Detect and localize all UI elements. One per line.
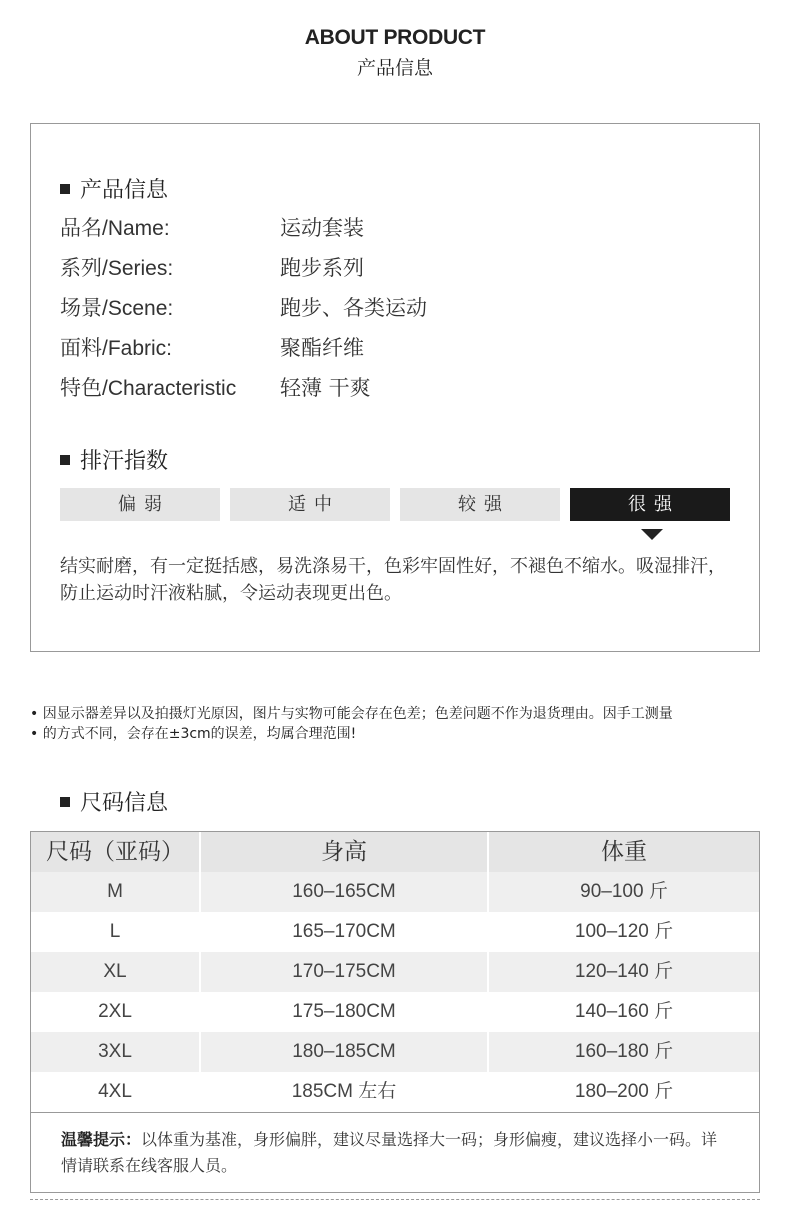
cell-weight: 140–160 斤	[574, 1001, 674, 1022]
info-key: 场景/Scene:	[60, 297, 174, 320]
product-info-card	[30, 123, 760, 652]
table-row	[31, 1032, 759, 1072]
tip-text: 以体重为基准，身形偏胖，建议尽量选择大一码；身形偏瘦，建议选择小一码。详情请联系在线客服人员。	[61, 1130, 718, 1175]
dashed-divider	[30, 1199, 760, 1200]
table-row	[31, 992, 759, 1032]
cell-height: 160–165CM	[201, 872, 489, 912]
cell-height: 170–175CM	[201, 952, 489, 992]
product-info-heading-text: 产品信息	[80, 178, 169, 203]
size-info-heading	[60, 786, 168, 817]
cell-size: 2XL	[31, 992, 201, 1032]
cell-height: 185CM 左右	[201, 1072, 489, 1112]
tip-label: 温馨提示：	[61, 1130, 142, 1149]
product-info-heading	[60, 173, 168, 204]
header-weight: 体重	[601, 839, 647, 865]
table-row	[31, 952, 759, 992]
cell-size: M	[31, 872, 201, 912]
scale-level-weak: 偏弱	[60, 488, 220, 521]
cell-size: XL	[31, 952, 201, 992]
header-size: 尺码（亚码）	[31, 832, 201, 872]
size-table	[30, 831, 760, 1193]
scale-level-very-strong: 很强	[570, 488, 730, 521]
size-table-header	[31, 832, 759, 872]
square-bullet-icon	[60, 797, 70, 807]
size-tip	[31, 1112, 759, 1192]
cell-weight: 100–120 斤	[574, 921, 674, 942]
sweat-index-heading	[60, 444, 168, 475]
table-row	[31, 912, 759, 952]
info-value: 跑步系列	[280, 256, 364, 280]
info-value: 聚酯纤维	[280, 336, 364, 360]
cell-weight: 180–200 斤	[574, 1081, 674, 1102]
table-row	[31, 872, 759, 912]
header-height: 身高	[201, 832, 489, 872]
triangle-down-icon	[641, 529, 663, 540]
cell-height: 180–185CM	[201, 1032, 489, 1072]
size-info-heading-text: 尺码信息	[80, 791, 169, 816]
cell-size: 4XL	[31, 1072, 201, 1112]
info-key: 面料/Fabric:	[60, 337, 173, 360]
info-key: 特色/Characteristic	[60, 377, 237, 400]
disclaimer-line-1: • 因显示器差异以及拍摄灯光原因，图片与实物可能会存在色差；色差问题不作为退货理由。因手工测量	[30, 706, 673, 722]
header-title-cn: 产品信息	[356, 57, 433, 79]
info-key: 品名/Name:	[60, 217, 170, 240]
info-value: 运动套装	[280, 216, 364, 240]
sweat-index-heading-text: 排汗指数	[80, 449, 169, 474]
cell-size: L	[31, 912, 201, 952]
cell-weight: 120–140 斤	[574, 961, 674, 982]
cell-weight: 160–180 斤	[574, 1041, 674, 1062]
cell-height: 175–180CM	[201, 992, 489, 1032]
square-bullet-icon	[60, 455, 70, 465]
scale-level-medium: 适中	[230, 488, 390, 521]
info-key: 系列/Series:	[60, 257, 174, 280]
table-row	[31, 1072, 759, 1112]
sweat-description: 结实耐磨，有一定挺括感，易洗涤易干，色彩牢固性好，不褪色不缩水。吸湿排汗，防止运动时汗液粘腻，令运动表现更出色。	[60, 556, 726, 604]
cell-size: 3XL	[31, 1032, 201, 1072]
info-value: 轻薄 干爽	[280, 376, 371, 400]
info-value: 跑步、各类运动	[280, 296, 427, 320]
square-bullet-icon	[60, 184, 70, 194]
scale-level-strong: 较强	[400, 488, 560, 521]
cell-height: 165–170CM	[201, 912, 489, 952]
header-title-en: ABOUT PRODUCT	[304, 26, 486, 49]
cell-weight: 90–100 斤	[580, 881, 668, 902]
disclaimer-line-2: • 的方式不同，会存在±3cm的误差，均属合理范围!	[30, 726, 357, 742]
